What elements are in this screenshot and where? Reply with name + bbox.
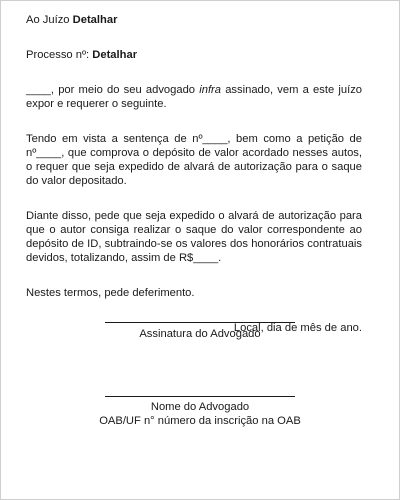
- intro-text-start: ____, por meio do seu advogado: [26, 84, 196, 96]
- intro-text-end: assinado, vem a este juízo expor e requerer o seguinte.: [26, 84, 363, 110]
- name-line: [105, 396, 295, 397]
- petition-document: [26, 13, 362, 335]
- signature-label: Assinatura do Advogado: [139, 328, 261, 340]
- process-value: Detalhar: [92, 49, 138, 61]
- oab-label: OAB/UF n° número da inscrição na OAB: [99, 415, 301, 427]
- closing-phrase: Nestes termos, pede deferimento.: [26, 287, 195, 299]
- lawyer-identification-block: [0, 396, 400, 428]
- court-address: [26, 13, 362, 27]
- process-number: [26, 48, 362, 62]
- lawyer-name-label: Nome do Advogado: [150, 401, 250, 413]
- process-prefix: Processo nº:: [26, 49, 90, 61]
- intro-italic-word: infra: [199, 84, 221, 96]
- paragraph-intro: [26, 83, 362, 111]
- court-prefix: Ao Juízo: [26, 14, 70, 26]
- paragraph-request: Tendo em vista a sentença de nº____, bem como a petição de nº____, que comprova o depósito de valor acordado nesses autos, o requer que seja expedido de alvará de autorização para o saque do valor depositado.: [26, 133, 362, 187]
- court-value: Detalhar: [72, 14, 118, 26]
- signature-block: [0, 322, 400, 341]
- signature-line: [105, 322, 295, 323]
- paragraph-detail: Diante disso, pede que seja expedido o alvará de autorização para que o autor consiga realizar o saque do valor correspondente ao depósito de ID, subtraindo-se os valores dos honorários contratuais devidos, totalizando, assim de R$____.: [26, 210, 362, 264]
- place-date: Local, dia de mês de ano.: [233, 322, 362, 334]
